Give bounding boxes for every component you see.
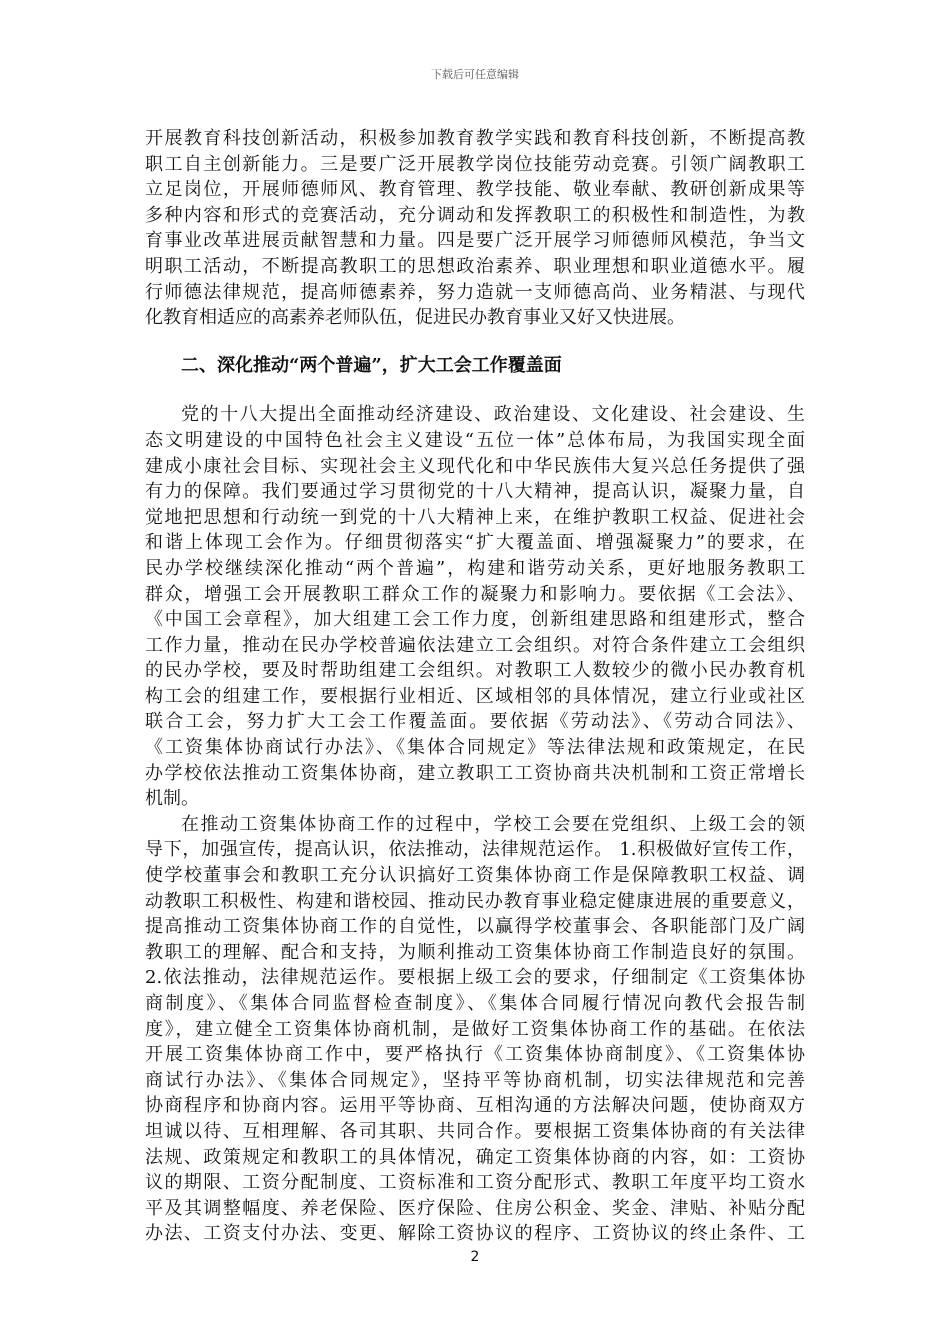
paragraph-line: 法规、政策规定和教职工的具体情况，确定工资集体协商的内容，如：工资协 [145,1146,805,1168]
paragraph-line: 动教职工积极性、构建和谐校园、推动民办教育事业稳定健康进展的重要意义， [145,890,805,912]
paragraph-line: 构工会的组建工作，要根据行业相近、区域相邻的具体情况，建立行业或社区 [145,685,805,707]
paragraph-line: 开展教育科技创新活动，积极参加教育教学实践和教育科技创新，不断提高教 [145,128,805,149]
paragraph-line: 《中国工会章程》，加大组建工会工作力度，创新组建思路和组建形式，整合 [145,609,805,631]
paragraph-line: 育事业改革进展贡献智慧和力量。四是要广泛开展学习师德师风模范，争当文 [145,230,805,252]
paragraph-2 [145,402,805,812]
paragraph-line: 教职工的理解、配合和支持，为顺利推动工资集体协商工作制造良好的氛围。 [145,941,805,963]
paragraph-line: 群众，增强工会开展教职工群众工作的凝聚力和影响力。要依据《工会法》、 [145,583,805,605]
paragraph-line: 立足岗位，开展师德师风、教育管理、教学技能、敬业奉献、教研创新成果等 [145,179,805,201]
document-body [145,126,805,1247]
paragraph-3 [145,812,805,1247]
paragraph-line: 明职工活动，不断提高教职工的思想政治素养、职业理想和职业道德水平。履 [145,255,805,277]
paragraph-line: 联合工会，努力扩大工会工作覆盖面。要依据《劳动法》、《劳动合同法》、 [145,711,805,733]
paragraph-line: 觉地把思想和行动统一到党的十八大精神上来，在维护教职工权益、促进社会 [145,506,805,528]
paragraph-line: 党的十八大提出全面推动经济建设、政治建设、文化建设、社会建设、生 [181,404,805,426]
paragraph-line: 态文明建设的中国特色社会主义建设“五位一体”总体布局，为我国实现全面 [145,429,805,451]
paragraph-line: 民办学校继续深化推动“两个普遍”，构建和谐劳动关系，更好地服务教职工 [145,557,805,579]
section-heading: 二、深化推动“两个普遍”，扩大工会工作覆盖面 [181,354,562,376]
paragraph-line: 办学校依法推动工资集体协商，建立教职工工资协商共决机制和工资正常增长 [145,762,805,784]
paragraph-line: 议的期限、工资分配制度、工资标准和工资分配形式、教职工年度平均工资水 [145,1172,805,1194]
paragraph-line: 机制。 [145,788,199,810]
paragraph-line: 开展工资集体协商工作中，要严格执行《工资集体协商制度》、《工资集体协 [145,1044,805,1066]
paragraph-line: 商制度》、《集体合同监督检查制度》、《集体合同履行情况向教代会报告制 [145,993,805,1014]
paragraph-line: 《工资集体协商试行办法》、《集体合同规定》等法律法规和政策规定，在民 [145,737,805,759]
paragraph-line: 化教育相适应的高素养老师队伍，促进民办教育事业又好又快进展。 [145,307,685,329]
paragraph-line: 在推动工资集体协商工作的过程中，学校工会要在党组织、上级工会的领 [181,813,805,835]
paragraph-line: 坦诚以待、互相理解、各司其职、共同合作。要根据工资集体协商的有关法律 [145,1120,805,1142]
paragraph-line: 使学校董事会和教职工充分认识搞好工资集体协商工作是保障教职工权益、调 [145,865,805,887]
paragraph-line: 办法、工资支付办法、变更、解除工资协议的程序、工资协议的终止条件、工 [145,1223,805,1245]
paragraph-line: 职工自主创新能力。三是要广泛开展教学岗位技能劳动竞赛。引领广阔教职工 [145,153,805,175]
paragraph-line: 平及其调整幅度、养老保险、医疗保险、住房公积金、奖金、津贴、补贴分配 [145,1197,805,1219]
paragraph-line: 工作力量，推动在民办学校普遍依法建立工会组织。对符合条件建立工会组织 [145,634,805,656]
page-header: 下载后可任意编辑 [431,68,519,81]
paragraph-line: 的民办学校，要及时帮助组建工会组织。对教职工人数较少的微小民办教育机 [145,660,805,682]
paragraph-line: 建成小康社会目标、实现社会主义现代化和中华民族伟大复兴总任务提供了强 [145,455,805,477]
paragraph-line: 提高推动工资集体协商工作的自觉性，以赢得学校董事会、各职能部门及广阔 [145,916,805,938]
paragraph-line: 和谐上体现工会作为。仔细贯彻落实“扩大覆盖面、增强凝聚力”的要求，在 [145,532,805,554]
paragraph-line: 行师德法律规范，提高师德素养，努力造就一支师德高尚、业务精湛、与现代 [145,281,805,303]
paragraph-line: 2.依法推动，法律规范运作。要根据上级工会的要求，仔细制定《工资集体协 [145,967,805,989]
paragraph-line: 协商程序和协商内容。运用平等协商、互相沟通的方法解决问题，使协商双方 [145,1095,805,1117]
paragraph-line: 有力的保障。我们要通过学习贯彻党的十八大精神，提高认识，凝聚力量，自 [145,481,805,503]
page-number: 2 [470,1249,480,1265]
paragraph-line: 多种内容和形式的竞赛活动，充分调动和发挥教职工的积极性和制造性，为教 [145,204,805,226]
paragraph-line: 导下，加强宣传，提高认识，依法推动，法律规范运作。 1.积极做好宣传工作， [145,839,805,861]
paragraph-line: 度》，建立健全工资集体协商机制，是做好工资集体协商工作的基础。在依法 [145,1018,805,1040]
paragraph-1 [145,126,805,331]
paragraph-line: 商试行办法》、《集体合同规定》，坚持平等协商机制，切实法律规范和完善 [145,1069,805,1091]
